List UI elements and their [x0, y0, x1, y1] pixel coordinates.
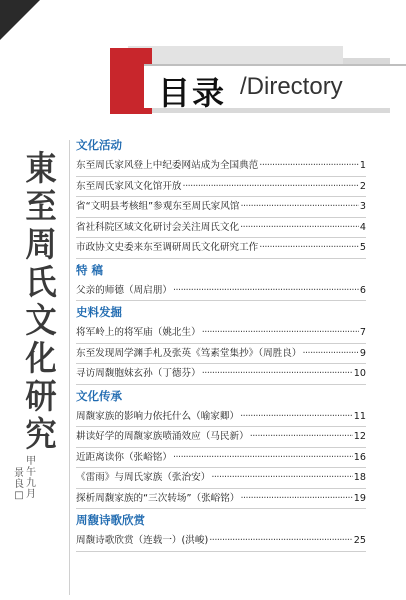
toc-entry[interactable]: [76, 177, 366, 198]
dot-leader: [240, 489, 352, 509]
entry-title: 周馥诗歌欣赏（连载一）(洪峻): [76, 535, 209, 546]
toc-entry[interactable]: [76, 407, 366, 428]
calligraphy-char: 研: [25, 377, 57, 417]
entry-title: 市政协文史委来东至调研周氏文化研究工作: [76, 242, 259, 253]
toc-section: [76, 301, 366, 385]
toc-entry[interactable]: [76, 238, 366, 259]
entry-page-number: 4: [359, 221, 366, 233]
toc-entry[interactable]: [76, 197, 366, 218]
entry-page-number: 18: [353, 472, 366, 483]
inscription-char: 良: [14, 479, 24, 490]
table-of-contents: [76, 134, 366, 552]
entry-title: 周馥家族的影响力依托什么（喻家卿）: [76, 410, 240, 422]
toc-entry[interactable]: [76, 468, 366, 489]
entry-page-number: 11: [353, 410, 366, 422]
calligraphy-char: 氏: [25, 263, 57, 303]
toc-entry[interactable]: [76, 489, 366, 510]
toc-section: [76, 259, 366, 302]
entry-title: 耕读好学的周馥家族喷涌效应（马民新）: [76, 431, 249, 442]
inscription-char: 九: [26, 478, 36, 489]
dot-leader: [183, 177, 359, 197]
dot-leader: [211, 468, 352, 488]
toc-entry[interactable]: [76, 344, 366, 365]
entry-page-number: 25: [353, 535, 366, 546]
entry-title: 省“文明县考核组”参观东至周氏家风馆: [76, 201, 240, 212]
entry-title: 东至周氏家风登上中纪委网站成为全国典范: [76, 160, 259, 171]
inscription-char: 甲: [26, 456, 36, 467]
toc-entry[interactable]: [76, 281, 366, 302]
dot-leader: [302, 344, 358, 364]
entry-page-number: 7: [359, 327, 366, 338]
toc-section: [76, 385, 366, 510]
entry-title: 东至周氏家风文化馆开放: [76, 180, 182, 192]
entry-page-number: 10: [353, 368, 366, 379]
corner-decoration: [0, 0, 40, 40]
entry-page-number: 16: [353, 451, 366, 463]
page-title: [144, 64, 406, 112]
calligraphy-column: [22, 150, 61, 454]
toc-entry[interactable]: [76, 364, 366, 385]
entry-title: 将军岭上的将军庙（姚北生）: [76, 327, 201, 338]
calligraphy-inscription-date: [24, 456, 38, 500]
dot-leader: [240, 218, 359, 238]
entry-page-number: 12: [353, 431, 366, 442]
dot-leader: [209, 531, 353, 551]
toc-section: [76, 509, 366, 552]
toc-entry[interactable]: [76, 156, 366, 177]
section-heading: 特 稿: [76, 262, 104, 277]
entry-page-number: 19: [353, 492, 366, 504]
section-heading: 文化传承: [76, 388, 122, 403]
calligraphy-char: 文: [25, 301, 57, 341]
entry-title: 探析周馥家族的“三次转场”（张峪铭）: [76, 492, 240, 504]
entry-page-number: 1: [359, 160, 366, 171]
dot-leader: [202, 364, 353, 384]
calligraphy-char: 東: [25, 149, 57, 189]
toc-entry[interactable]: [76, 323, 366, 344]
entry-title: 近距离读你（张峪铭）: [76, 451, 172, 463]
title-chinese: 目录: [158, 74, 227, 112]
toc-entry[interactable]: [76, 218, 366, 239]
entry-title: 省社科院区域文化研讨会关注周氏文化: [76, 221, 240, 233]
entry-title: 《雷雨》与周氏家族（张治安）: [76, 472, 211, 483]
inscription-char: □: [14, 490, 24, 501]
entry-page-number: 6: [359, 284, 366, 296]
entry-title: 东至发现周学渊手札及张英《笃素堂集抄》（周胜良）: [76, 347, 302, 359]
dot-leader: [250, 427, 353, 447]
dot-leader: [259, 238, 359, 258]
inscription-char: 午: [26, 467, 36, 478]
title-english: /Directory: [240, 73, 343, 100]
dot-leader: [259, 156, 359, 176]
entry-page-number: 9: [359, 347, 366, 359]
toc-entry[interactable]: [76, 531, 366, 552]
toc-entry[interactable]: [76, 427, 366, 448]
entry-page-number: 5: [359, 242, 366, 253]
section-heading: 史料发掘: [76, 305, 122, 319]
dot-leader: [173, 448, 353, 468]
calligraphy-char: 周: [25, 225, 57, 265]
vertical-divider: [69, 140, 70, 595]
dot-leader: [240, 407, 353, 427]
dot-leader: [240, 197, 358, 217]
entry-page-number: 2: [359, 180, 366, 192]
toc-entry[interactable]: [76, 448, 366, 469]
header-gray-band: [128, 46, 343, 64]
entry-title: 父亲的师德（周启朋）: [76, 284, 172, 296]
toc-section: [76, 134, 366, 259]
inscription-char: 景: [14, 468, 24, 479]
calligraphy-inscription-signature: [12, 468, 26, 501]
calligraphy-char: 究: [25, 415, 57, 455]
entry-page-number: 3: [359, 201, 366, 212]
entry-title: 寻访周馥胞妹玄孙（丁德芬）: [76, 368, 201, 379]
dot-leader: [202, 323, 359, 343]
calligraphy-char: 至: [25, 187, 57, 227]
section-heading: 文化活动: [76, 138, 122, 152]
calligraphy-char: 化: [25, 339, 57, 379]
inscription-char: 月: [26, 489, 36, 500]
dot-leader: [173, 281, 359, 301]
section-heading: 周馥诗歌欣赏: [76, 513, 145, 527]
